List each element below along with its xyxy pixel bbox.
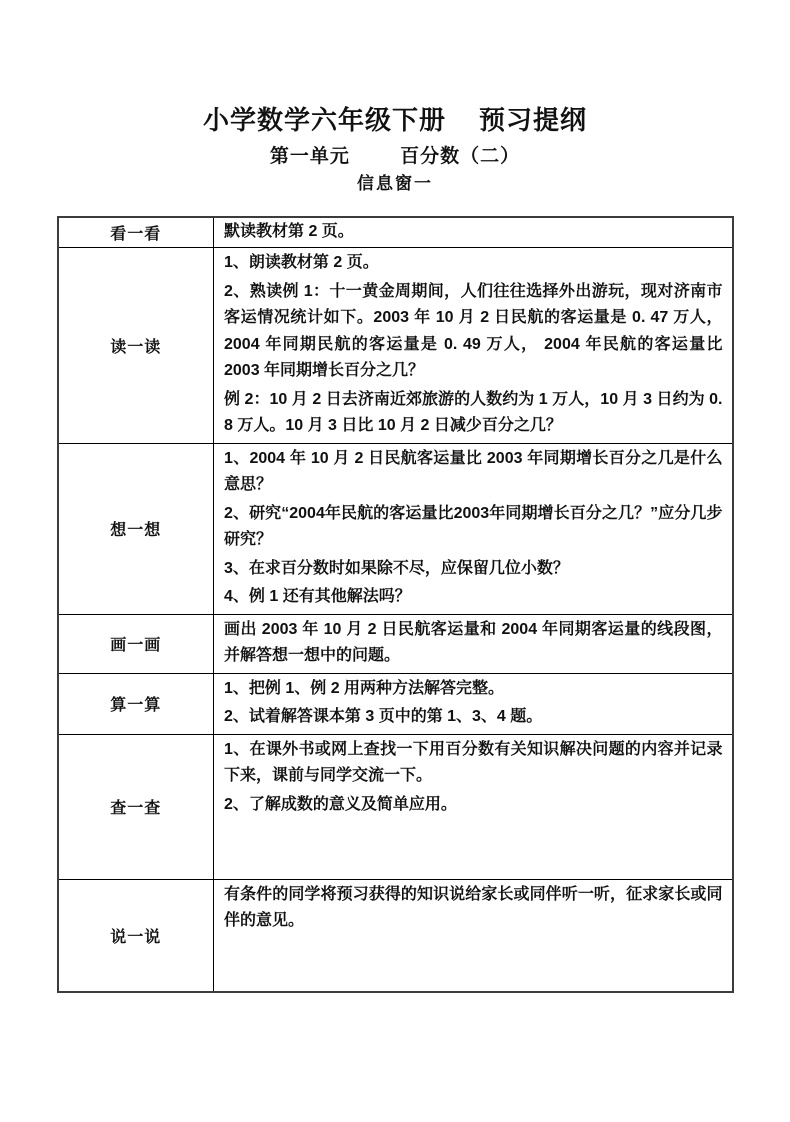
activity-label: 算一算 xyxy=(58,673,214,734)
activity-label: 查一查 xyxy=(58,734,214,879)
content-paragraph: 1、在课外书或网上查找一下用百分数有关知识解决问题的内容并记录下来，课前与同学交流一下。 xyxy=(224,740,723,785)
content-paragraph: 3、在求百分数时如果除不尽，应保留几位小数？ xyxy=(224,559,569,577)
activity-label: 读一读 xyxy=(58,248,214,444)
content-paragraph: 默读教材第 2 页。 xyxy=(224,222,354,240)
content-paragraph: 有条件的同学将预习获得的知识说给家长或同伴听一听，征求家长或同伴的意见。 xyxy=(224,885,723,930)
activity-content xyxy=(214,217,733,248)
table-row xyxy=(58,879,733,992)
content-paragraph: 例 2：10 月 2 日去济南近郊旅游的人数约为 1 万人，10 月 3 日约为 0. 8 万人。10 月 3 日比 10 月 2 日减少百分之几？ xyxy=(224,390,723,435)
table-row xyxy=(58,734,733,879)
content-paragraph: 2、熟读例 1：十一黄金周期间，人们往往选择外出游玩，现对济南市客运情况统计如下。2003 年 10 月 2 日民航的客运量是 0. 47 万人，2004 年同期民航的客运量是 0. 49 万人， 2004 年民航的客运量比 2003 年同期增长百分之几？ xyxy=(224,282,723,380)
activity-label: 看一看 xyxy=(58,217,214,248)
activity-label: 画一画 xyxy=(58,614,214,673)
content-paragraph: 2、试着解答课本第 3 页中的第 1、3、4 题。 xyxy=(224,708,543,726)
section-heading: 信息窗一 xyxy=(357,173,433,193)
activity-label: 想一想 xyxy=(58,443,214,614)
activity-content xyxy=(214,673,733,734)
preview-outline-table xyxy=(57,216,734,994)
table-row xyxy=(58,248,733,444)
content-paragraph: 2、了解成数的意义及简单应用。 xyxy=(224,795,457,813)
table-row xyxy=(58,443,733,614)
preview-table-body xyxy=(58,217,733,993)
activity-label: 说一说 xyxy=(58,879,214,992)
activity-content xyxy=(214,734,733,879)
table-row xyxy=(58,614,733,673)
unit-heading: 第一单元 百分数（二） xyxy=(269,145,521,167)
content-paragraph: 1、把例 1、例 2 用两种方法解答完整。 xyxy=(224,679,505,697)
content-paragraph: 画出 2003 年 10 月 2 日民航客运量和 2004 年同期客运量的线段图，并解答想一想中的问题。 xyxy=(224,620,723,665)
content-paragraph: 1、2004 年 10 月 2 日民航客运量比 2003 年同期增长百分之几是什么意思？ xyxy=(224,449,723,494)
activity-content xyxy=(214,248,733,444)
activity-content xyxy=(214,443,733,614)
table-row xyxy=(58,673,733,734)
table-row xyxy=(58,217,733,248)
content-paragraph: 2、研究“2004年民航的客运量比2003年同期增长百分之几？”应分几步研究？ xyxy=(224,504,723,549)
activity-content xyxy=(214,614,733,673)
content-paragraph: 4、例 1 还有其他解法吗？ xyxy=(224,588,411,606)
page-title: 小学数学六年级下册 预习提纲 xyxy=(203,105,587,135)
content-paragraph: 1、朗读教材第 2 页。 xyxy=(224,254,379,272)
activity-content xyxy=(214,879,733,992)
